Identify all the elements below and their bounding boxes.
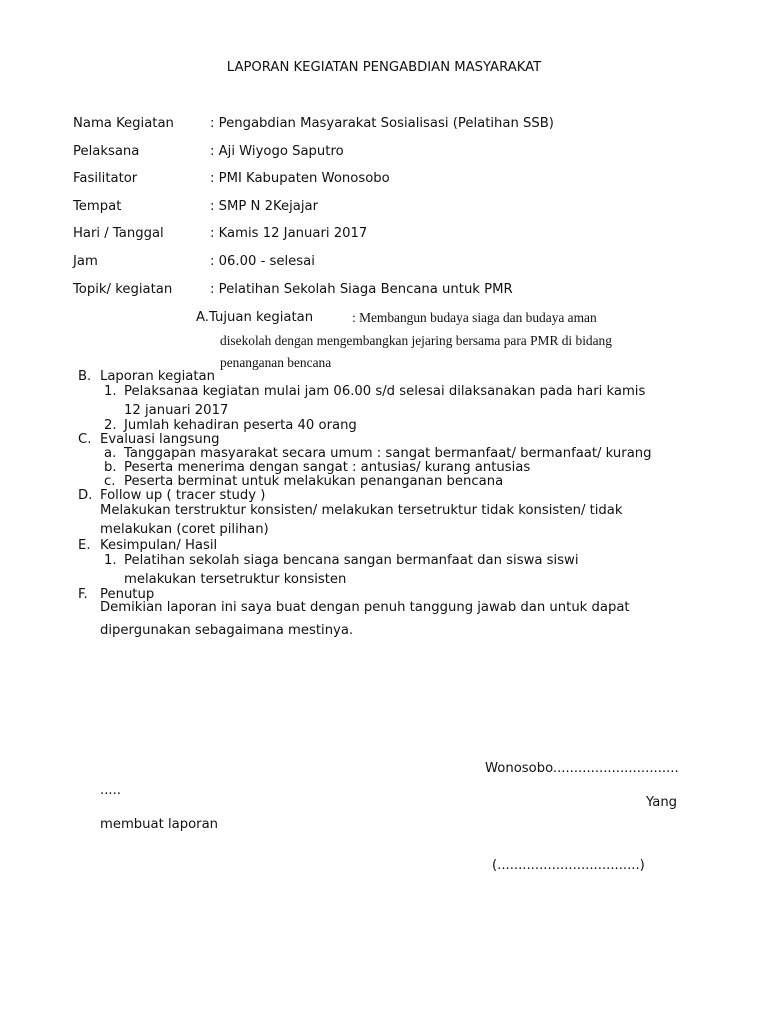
section-d-letter: D. bbox=[78, 488, 93, 503]
section-c-item-c-text: Peserta berminat untuk melakukan penanganan bencana bbox=[124, 474, 504, 489]
signature-membuat-laporan: membuat laporan bbox=[100, 817, 219, 832]
signature-dots: ..... bbox=[100, 783, 121, 798]
section-d-heading: Follow up ( tracer study ) bbox=[100, 488, 266, 503]
section-f-line-2: dipergunakan sebagaimana mestinya. bbox=[100, 623, 354, 638]
section-f-letter: F. bbox=[78, 587, 88, 602]
info-value-hari-tanggal: : Kamis 12 Januari 2017 bbox=[210, 226, 368, 241]
section-e-item-1-num: 1. bbox=[104, 553, 117, 568]
info-value-topik: : Pelatihan Sekolah Siaga Bencana untuk PMR bbox=[210, 282, 513, 297]
section-e-item-1-line-2: melakukan tersetruktur konsisten bbox=[124, 572, 347, 587]
section-c-item-c-num: c. bbox=[104, 474, 116, 489]
section-d-line-1: Melakukan terstruktur konsisten/ melakukan tersetruktur tidak konsisten/ tidak bbox=[100, 503, 623, 518]
info-label-pelaksana: Pelaksana bbox=[73, 144, 140, 159]
section-e-letter: E. bbox=[78, 538, 91, 553]
section-c-item-b-text: Peserta menerima dengan sangat : antusias/ kurang antusias bbox=[124, 460, 531, 475]
info-value-fasilitator: : PMI Kabupaten Wonosobo bbox=[210, 171, 390, 186]
info-value-jam: : 06.00 - selesai bbox=[210, 254, 315, 269]
section-a-heading: A.Tujuan kegiatan bbox=[196, 310, 314, 325]
section-d-line-2: melakukan (coret pilihan) bbox=[100, 522, 269, 537]
info-label-tempat: Tempat bbox=[73, 199, 122, 214]
section-f-line-1: Demikian laporan ini saya buat dengan penuh tanggung jawab dan untuk dapat bbox=[100, 600, 630, 615]
report-title: LAPORAN KEGIATAN PENGABDIAN MASYARAKAT bbox=[226, 60, 542, 75]
section-b-item-2-num: 2. bbox=[104, 418, 117, 433]
section-e-item-1-line-1: Pelatihan sekolah siaga bencana sangan bermanfaat dan siswa siswi bbox=[124, 553, 579, 568]
section-b-item-1-num: 1. bbox=[104, 384, 117, 399]
section-c-heading: Evaluasi langsung bbox=[100, 432, 220, 447]
info-value-tempat: : SMP N 2Kejajar bbox=[210, 199, 318, 214]
info-label-nama-kegiatan: Nama Kegiatan bbox=[73, 116, 174, 131]
signature-place-date: Wonosobo.............................. bbox=[485, 761, 679, 776]
section-b-item-2-line-1: Jumlah kehadiran peserta 40 orang bbox=[124, 418, 357, 433]
info-value-nama-kegiatan: : Pengabdian Masyarakat Sosialisasi (Pelatihan SSB) bbox=[210, 116, 554, 131]
signature-name-placeholder: (..................................) bbox=[492, 858, 645, 873]
section-f-heading: Penutup bbox=[100, 587, 155, 602]
section-c-item-b-num: b. bbox=[104, 460, 117, 475]
section-c-item-a-num: a. bbox=[104, 446, 117, 461]
section-b-item-1-line-2: 12 januari 2017 bbox=[124, 403, 229, 418]
section-b-item-1-line-1: Pelaksanaa kegiatan mulai jam 06.00 s/d selesai dilaksanakan pada hari kamis bbox=[124, 384, 646, 399]
section-b-letter: B. bbox=[78, 369, 92, 384]
section-c-letter: C. bbox=[78, 432, 92, 447]
section-a-line-2: disekolah dengan mengembangkan jejaring bersama para PMR di bidang bbox=[220, 333, 612, 348]
section-a-line-1: : Membangun budaya siaga dan budaya aman bbox=[352, 310, 597, 325]
section-c-item-a-text: Tanggapan masyarakat secara umum : sangat bermanfaat/ bermanfaat/ kurang bbox=[124, 446, 652, 461]
signature-yang: Yang bbox=[646, 795, 678, 810]
section-b-heading: Laporan kegiatan bbox=[100, 369, 215, 384]
info-value-pelaksana: : Aji Wiyogo Saputro bbox=[210, 144, 344, 159]
info-label-hari-tanggal: Hari / Tanggal bbox=[73, 226, 164, 241]
info-label-topik: Topik/ kegiatan bbox=[73, 282, 173, 297]
info-label-jam: Jam bbox=[73, 254, 98, 269]
section-a-line-3: penanganan bencana bbox=[220, 355, 332, 370]
section-e-heading: Kesimpulan/ Hasil bbox=[100, 538, 218, 553]
info-label-fasilitator: Fasilitator bbox=[73, 171, 138, 186]
